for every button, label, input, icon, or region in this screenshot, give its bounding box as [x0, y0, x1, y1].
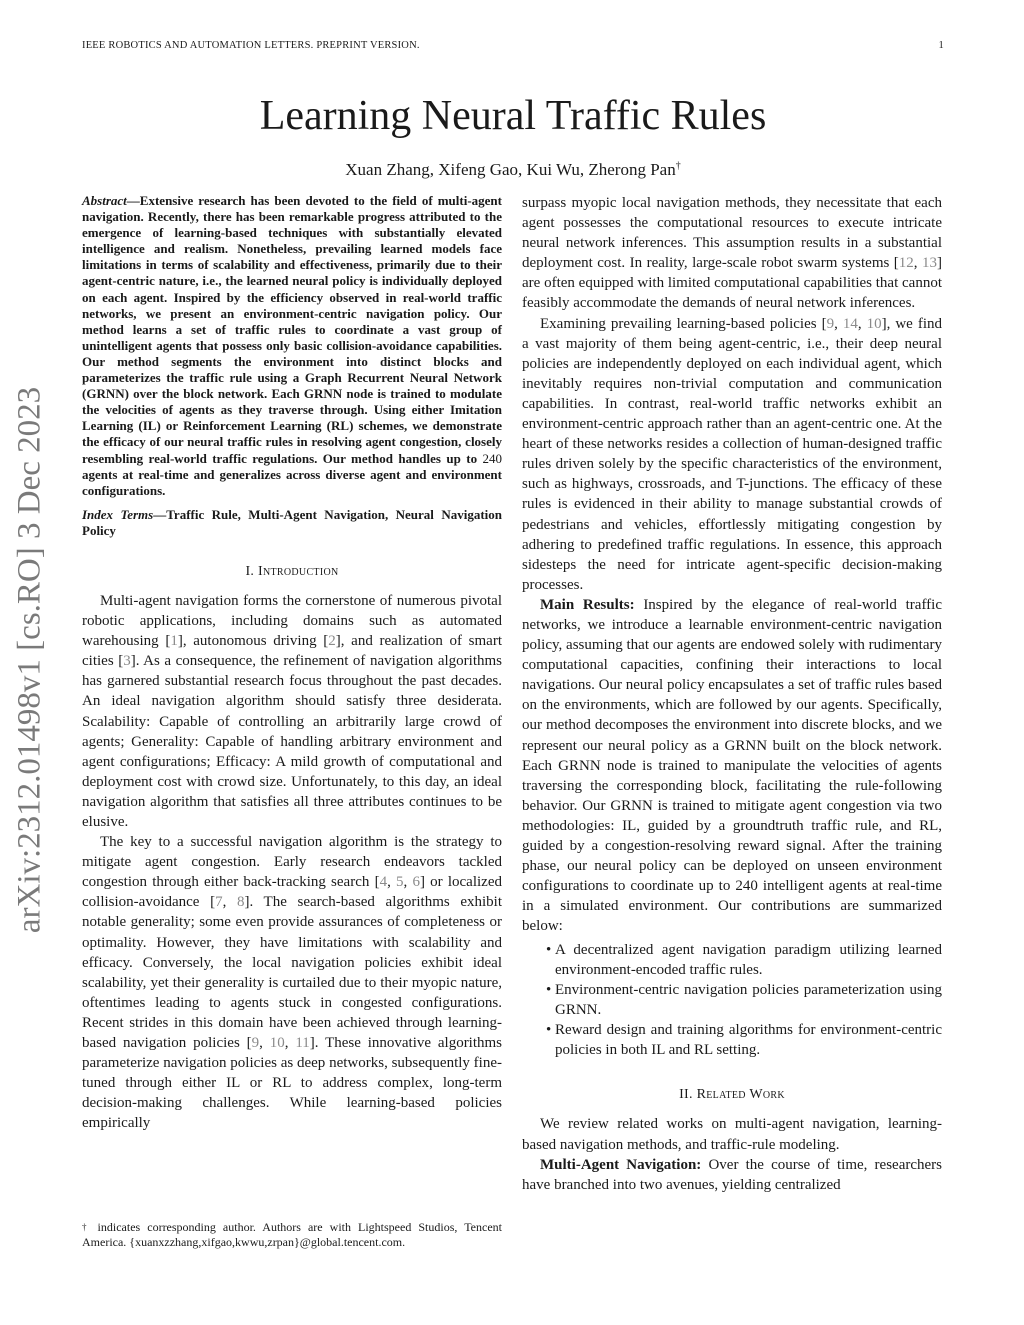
- citation-link[interactable]: 9: [826, 315, 835, 332]
- text-run: Multi-agent navigation forms the cornerstone of numerous pivotal robotic applications, including domains such as automated warehousing [: [82, 592, 502, 650]
- citation-link[interactable]: 12: [898, 255, 914, 272]
- text-run: ] are often equipped with limited computational capabilities that cannot feasibly accommodate the demands of neural network inferences.: [522, 255, 943, 312]
- citation-link[interactable]: 3: [123, 653, 131, 670]
- text-run: ,: [284, 1035, 296, 1052]
- citation-link[interactable]: 13: [922, 255, 938, 272]
- text-run: Over the course of time, researchers have branched into two avenues, yielding centralized: [522, 1156, 943, 1193]
- intro-paragraph-3: [522, 193, 942, 314]
- abstract-dash: —: [126, 193, 140, 208]
- agent-count: 240: [735, 878, 758, 895]
- section-heading-introduction: I. Introduction: [245, 563, 339, 579]
- text-run: ,: [387, 874, 397, 891]
- text-run: intelligent agents at real-time in a simulated environment. Our contributions are summarized below:: [522, 878, 942, 935]
- footnote-text: indicates corresponding author. Authors are with Lightspeed Studios, Tencent America. {xuanxzzhang,xifgao,kwwu,zrpan}@global.tencent.com.: [82, 1220, 502, 1249]
- text-run: ,: [857, 315, 867, 332]
- text-run: ]. As a consequence, the refinement of navigation algorithms has garnered substantial research focus throughout the past decades. An ideal navigation algorithm should satisfy three desiderata. Scalability: Capable of controlling an arbitrarily large crowd of agents; Generality: Capable of handling arbitrary environment and agent configurations; Efficacy: A mild growth of computational and deployment cost with crowd size. Unfortunately, to this day, an ideal navigation algorithm that satisfies all three attributes continues to be elusive.: [82, 653, 502, 830]
- citation-link[interactable]: 10: [866, 315, 882, 332]
- section-heading-related-work: II. Related Work: [679, 1087, 785, 1103]
- left-column: [82, 193, 502, 1134]
- page-number: 1: [938, 40, 944, 51]
- text-run: ], and realization of smart cities [: [82, 633, 502, 670]
- text-run: The key to a successful navigation algorithm is the strategy to mitigate agent congestion. Early research endeavors tackled congestion through either back-tracking search [: [82, 834, 502, 891]
- running-header: [82, 40, 944, 56]
- intro-paragraph-1: [82, 591, 502, 832]
- abstract-text-b: agents at real-time and generalizes across diverse agent and environment configurations.: [82, 466, 502, 498]
- text-run: ,: [259, 1035, 270, 1052]
- arxiv-stamp: [8, 360, 52, 960]
- index-terms-dash: —: [153, 506, 167, 522]
- text-run: ] or localized collision-avoidance [: [82, 874, 502, 911]
- multi-agent-navigation-lead: Multi-Agent Navigation:: [540, 1156, 702, 1173]
- citation-link[interactable]: 11: [295, 1035, 310, 1052]
- text-run: surpass myopic local navigation methods, they necessitate that each agent possesses the computational resources to execute intricate neural network inferences. This assumption results in a substantial deployment cost. In reality, large-scale robot swarm systems [: [522, 195, 942, 272]
- paper-title: Learning Neural Traffic Rules: [259, 93, 767, 139]
- citation-link[interactable]: 8: [236, 894, 245, 911]
- related-paragraph-2: [522, 1155, 942, 1195]
- main-results-lead: Main Results:: [540, 596, 635, 613]
- citation-link[interactable]: 14: [842, 315, 858, 332]
- author-mark: †: [675, 160, 681, 172]
- journal-name: IEEE ROBOTICS AND AUTOMATION LETTERS. PREPRINT VERSION.: [82, 40, 420, 51]
- intro-paragraph-2: [82, 832, 502, 1133]
- main-results-paragraph: [522, 595, 942, 937]
- index-terms-label: Index Terms: [82, 506, 154, 522]
- footnote-mark: †: [82, 1222, 91, 1232]
- abstract-label: Abstract: [82, 193, 127, 208]
- text-run: Examining prevailing learning-based policies [: [540, 315, 827, 332]
- text-run: ]. The search-based algorithms exhibit notable generality; some even provide assurances of completeness or optimality. However, they have limitations with scalability and efficacy. Conversely, the local navigation policies exhibit ideal scalability, yet their generality is curtailed due to their myopic nature, oftentimes leading to agents stuck in congested configurations. Recent strides in this domain have been achieved through learning-based navigation policies [: [82, 894, 502, 1052]
- citation-link[interactable]: 5: [396, 874, 404, 891]
- arxiv-stamp-text: arXiv:2312.01498v1 [cs.RO] 3 Dec 2023: [11, 386, 48, 934]
- text-run: ], autonomous driving [: [177, 633, 329, 650]
- right-column: [522, 193, 942, 1195]
- list-item: • A decentralized agent navigation paradigm utilizing learned environment-encoded traffic rules.: [555, 940, 942, 980]
- citation-link[interactable]: 7: [215, 894, 223, 911]
- text-run: Inspired by the elegance of real-world traffic networks, we introduce a learnable environment-centric navigation policy, assuming that our agents are endowed solely with rudimentary computational capacities, confining their interactions to local navigations. Our neural policy encapsulates a set of traffic rules based on the environments, which are followed by our agents. Specifically, our method decomposes the environment into discrete blocks, and we represent our neural policy as a GRNN built on the block network. Each GRNN node is trained to manipulate the velocities of agents traversing the corresponding block, facilitating the rule-following behavior. Our GRNN is trained to mitigate agent congestion via two methodologies: IL, guided by a groundtruth traffic rule, and RL, guided by a congestion-resolving reward signal. After the training phase, our neural policy can be deployed on unseen environment configurations to coordinate up to: [522, 596, 942, 895]
- author-names: Xuan Zhang, Xifeng Gao, Kui Wu, Zherong Pan: [345, 160, 676, 179]
- citation-link[interactable]: 10: [269, 1035, 285, 1052]
- citation-link[interactable]: 1: [170, 633, 178, 650]
- contribution-list: [522, 940, 942, 1060]
- text-run: ,: [403, 874, 413, 891]
- abstract: [82, 193, 502, 499]
- list-item: • Reward design and training algorithms for environment-centric policies in both IL and RL setting.: [555, 1020, 942, 1060]
- citation-link[interactable]: 2: [328, 633, 336, 650]
- index-terms: [82, 507, 502, 539]
- citation-link[interactable]: 4: [379, 874, 388, 891]
- citation-link[interactable]: 9: [251, 1035, 260, 1052]
- text-run: ,: [222, 894, 237, 911]
- related-paragraph-1: We review related works on multi-agent navigation, learning-based navigation methods, and traffic-rule modeling.: [522, 1116, 942, 1153]
- index-terms-text: Traffic Rule, Multi-Agent Navigation, Neural Navigation Policy: [82, 506, 502, 538]
- text-run: ,: [913, 255, 923, 272]
- citation-link[interactable]: 6: [412, 874, 420, 891]
- text-run: ], we find a vast majority of them being agent-centric, i.e., their deep neural policies are independently deployed on each individual agent, which inevitably requires non-trivial computation and communication capabilities. In contrast, real-world traffic networks exhibit an environment-centric approach rather than an agent-centric one. At the heart of these networks resides a collection of human-designed traffic rules driven solely by the specific characteristics of the environment, such as highways, crossroads, and T-junctions. The efficacy of these rules is evidenced in their ability to manage substantial crowds of pedestrians and vehicles, effortlessly mitigating congestion by adhering to predefined traffic regulations. In essence, this approach sidesteps the need for intricate agent-specific decision-making processes.: [522, 315, 942, 593]
- footnote: [82, 1220, 502, 1250]
- abstract-text-a: Extensive research has been devoted to the field of multi-agent navigation. Recently, there has been remarkable progress attributed to the emergence of learning-based techniques with substantially elevated intelligence and realism. Nonetheless, prevailing learned models face limitations in terms of scalability and effectiveness, primarily due to their agent-centric nature, i.e., the learned neural policy is individually deployed on each agent. Inspired by the efficiency observed in real-world traffic networks, we present an environment-centric navigation policy. Our method learns a set of traffic rules to coordinate a vast group of unintelligent agents that possess only basic collision-avoidance capabilities. Our method segments the environment into distinct blocks and parameterizes the traffic rule using a Graph Recurrent Neural Network (GRNN) over the block network. Each GRNN node is trained to modulate the velocities of agents as they traverse through. Using either Imitation Learning (IL) or Reinforcement Learning (RL) schemes, we demonstrate the efficacy of our neural traffic rules in resolving agent congestion, closely resembling real-world traffic regulations. Our method handles up to: [82, 193, 502, 466]
- text-run: ,: [834, 315, 843, 332]
- abstract-agent-count: 240: [482, 450, 502, 466]
- intro-paragraph-4: [522, 314, 942, 595]
- list-item: • Environment-centric navigation policies parameterization using GRNN.: [555, 980, 942, 1020]
- text-run: ]. These innovative algorithms parameterize navigation policies as deep networks, subsequently fine-tuned through either IL or RL to address complex, long-term decision-making challenges. While learning-based policies empirically: [82, 1035, 503, 1132]
- author-list: [82, 158, 944, 182]
